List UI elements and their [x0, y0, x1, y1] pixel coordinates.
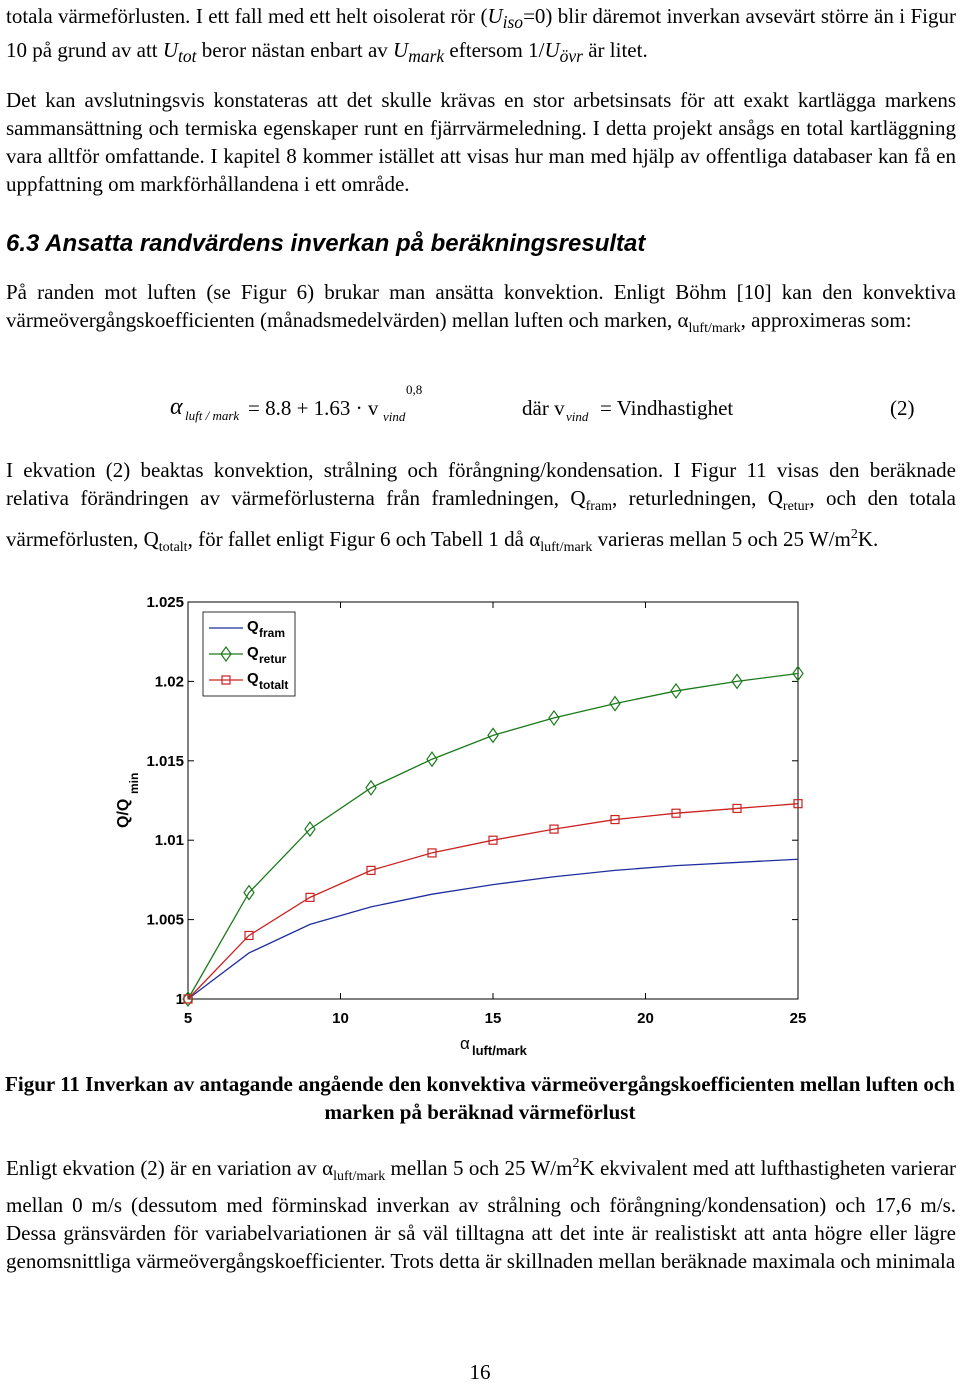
- text-span: K.: [857, 527, 879, 552]
- var-u: U: [487, 4, 503, 28]
- text-span: varieras mellan 5 och 25 W/m: [592, 527, 851, 552]
- y-tick-label: 1.015: [146, 752, 184, 770]
- var-sub: iso: [502, 12, 524, 33]
- var-sub: tot: [178, 46, 197, 67]
- legend-label-sub: retur: [259, 652, 287, 666]
- text-span: beror nästan enbart av: [196, 38, 394, 63]
- x-axis-label-sub: luft/mark: [472, 1043, 527, 1058]
- section-heading: 6.3 Ansatta randvärdens inverkan på beräkningsresultat: [6, 230, 646, 257]
- alpha-subscript: luft / mark: [185, 408, 240, 423]
- text-span: =0) blir däremot inverkan avsevärt större än i Figur 10 på grund av att: [6, 4, 957, 63]
- text-span: , och den totala värmeförlusten, Q: [6, 486, 957, 552]
- text-span: , approximeras som:: [740, 308, 912, 332]
- text-span: På randen mot luften (se Figur 6) brukar man ansätta konvektion. Enligt Böhm [10] kan den konvektiva värmeövergångskoefficienten (månadsmedelvärden) mellan luften och marken, α: [6, 280, 956, 332]
- q-sub: fram: [585, 499, 613, 515]
- paragraph-conclusion: Det kan avslutningsvis konstateras att det skulle krävas en stor arbetsinsats för att exakt kartlägga markens sammansättning och termiska egenskaper runt en fjärrvärmeledning. I detta projekt ansågs en total kartläggning vara alltför omfattande. I kapitel 8 kommer istället att visas hur man med hjälp av offentliga databaser kan få en uppfattning om markförhållandena i ett område.: [6, 88, 956, 196]
- y-tick-label: 1.01: [154, 832, 184, 850]
- alpha-sub: luft/mark: [540, 540, 593, 556]
- equation-dar: där v: [522, 396, 565, 420]
- text-span: är litet.: [582, 38, 648, 63]
- paragraph-boundary: [6, 278, 956, 343]
- text-span: mellan 5 och 25 W/m: [385, 1156, 573, 1180]
- y-tick-label: 1: [175, 991, 184, 1008]
- text-span: eftersom 1/: [444, 38, 545, 63]
- figure-11-chart: [0, 578, 960, 1058]
- x-axis-label: α: [460, 1034, 470, 1053]
- q-sub: retur: [782, 499, 810, 515]
- superscript: 2: [850, 527, 858, 543]
- superscript: 2: [572, 1156, 580, 1171]
- q-sub: totalt: [158, 540, 188, 556]
- x-tick-label: 5: [183, 1010, 193, 1027]
- x-tick-label: 10: [332, 1010, 349, 1027]
- y-tick-label: 1.025: [146, 594, 184, 611]
- equation-2: [0, 382, 960, 438]
- text-span: , för fallet enligt Figur 6 och Tabell 1 då α: [187, 527, 541, 552]
- alpha-sub: luft/mark: [688, 321, 741, 337]
- paragraph-figure-intro: [6, 456, 956, 562]
- text-span: , returledningen, Q: [612, 486, 783, 510]
- var-sub: övr: [559, 46, 583, 67]
- page-number: 16: [469, 1360, 491, 1384]
- text-span: Enligt ekvation (2) är en variation av α: [6, 1156, 334, 1180]
- var-u: U: [162, 38, 179, 63]
- var-sub: mark: [408, 46, 445, 67]
- figure-caption: Figur 11 Inverkan av antagande angående den konvektiva värmeövergångskoefficienten mellan luften och marken på beräknad värmeförlust: [5, 1072, 955, 1124]
- equation-rhs: = 8.8 + 1.63 · v: [248, 396, 379, 420]
- x-tick-label: 25: [789, 1010, 807, 1027]
- y-tick-label: 1.005: [146, 911, 184, 929]
- text-span: I ekvation (2) beaktas konvektion, strålning och förångning/kondensation. I Figur 11 visas den beräknade relativa förändringen av värmeförlusterna från framledningen, Q: [6, 458, 956, 510]
- alpha-symbol: α: [170, 394, 183, 420]
- y-axis-label: Q/Q: [115, 798, 132, 828]
- legend-label: Q: [247, 670, 259, 687]
- legend-label: Q: [247, 644, 259, 661]
- x-tick-label: 15: [484, 1010, 502, 1027]
- equation-exponent: 0,8: [406, 382, 423, 397]
- paragraph-variation: [6, 1150, 956, 1275]
- var-u: U: [544, 38, 560, 63]
- text-span: totala värmeförlusten. I ett fall med ett helt oisolerat rör (: [6, 4, 488, 28]
- legend-label-sub: totalt: [259, 678, 289, 692]
- alpha-sub: luft/mark: [333, 1169, 386, 1185]
- equation-definition: = Vindhastighet: [600, 396, 734, 420]
- text-span: K ekvivalent med att lufthastigheten varierar mellan 0 m/s (dessutom med förminskad inverkan av strålning och förångning/kondensation) och 17,6 m/s. Dessa gränsvärden för variabelvariationen är så väl tilltagna att det inte är realistiskt att anta högre eller lägre genomsnittliga värmeövergångskoefficienter. Trots detta är skillnaden mellan beräknade maximala och minimala: [6, 1156, 957, 1274]
- paragraph-intro: [6, 2, 956, 70]
- series-line-totalt: [188, 804, 798, 999]
- v-subscript: vind: [383, 409, 406, 424]
- y-tick-label: 1.02: [154, 673, 184, 691]
- y-axis-label-sub: min: [127, 772, 141, 794]
- legend-label: Q: [247, 618, 259, 635]
- var-u: U: [393, 38, 409, 63]
- v-subscript: vind: [566, 409, 589, 424]
- equation-number: (2): [890, 396, 915, 420]
- x-tick-label: 20: [637, 1010, 654, 1027]
- legend-label-sub: fram: [259, 626, 286, 640]
- series-line-fram: [188, 859, 798, 999]
